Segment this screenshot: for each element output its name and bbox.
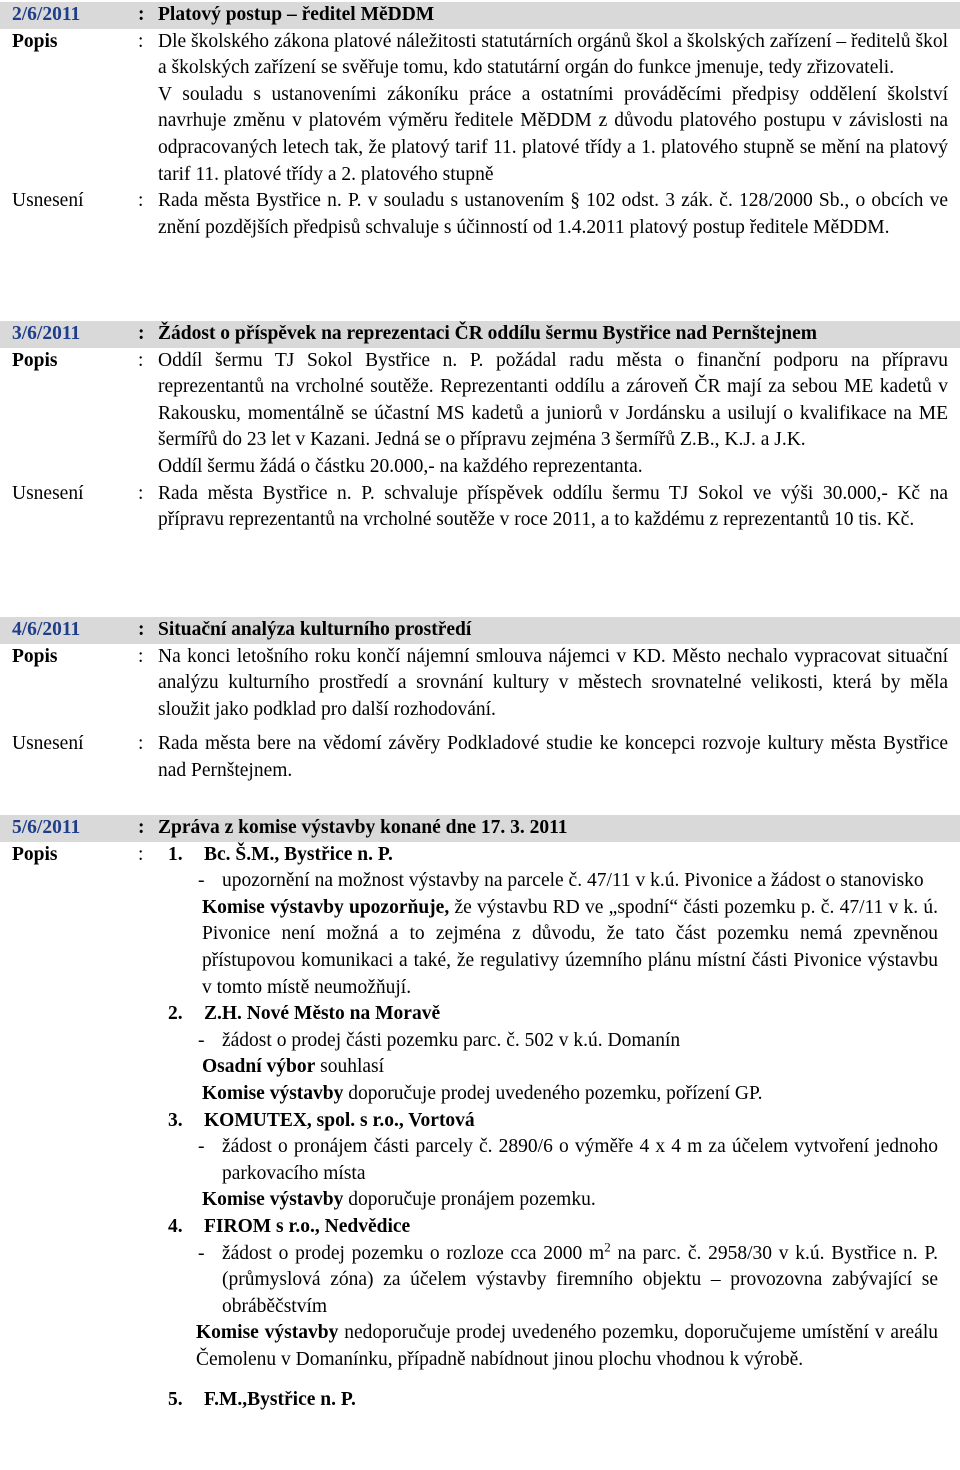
committee-bold: Komise výstavby bbox=[196, 1322, 339, 1344]
request-text: žádost o prodej části pozemku parc. č. 502 v k.ú. Domanín bbox=[222, 1029, 681, 1051]
request-text: upozornění na možnost výstavby na parcele č. 47/11 v k.ú. Pivonice a žádost o stanovisko bbox=[222, 870, 924, 892]
popis-paragraph: Oddíl šermu TJ Sokol Bystřice n. P. požádal radu města o finanční podporu na přípravu reprezentantů na vrcholné soutěže. Reprezentanti oddílu a zároveň ČR mají za sebou ME kadetů v Rakousku, momentálně se účastní MS kadetů a juniorů v Jordánsku a usilují o kvalifikace na ME šermířů do 23 let v Kazani. Jedná se o přípravu zejména 3 šermířů Z.B., K.J. a J.K. bbox=[158, 349, 948, 451]
colon: : bbox=[138, 190, 144, 212]
popis-paragraph: V souladu s ustanoveními zákoníku práce a ostatními prováděcími předpisy oddělení školství navrhuje změnu v platovém výměru ředitele MěDDM z důvodu platového postupu v závislosti na odpracovaných letech tak, že platový tarif 11. platové třídy a 1. platového stupně se mění na platový tarif 11. platové třídy a 2. platového stupně bbox=[158, 83, 948, 185]
section-2-6-2011 bbox=[0, 2, 960, 241]
section-title: Situační analýza kulturního prostředí bbox=[158, 619, 472, 640]
committee-statement bbox=[168, 1081, 938, 1108]
section-header bbox=[0, 815, 960, 842]
list-item bbox=[168, 1387, 938, 1414]
usneseni-label: Usnesení bbox=[12, 190, 84, 212]
section-id: 2/6/2011 bbox=[12, 4, 81, 25]
usneseni-text: Rada města bere na vědomí závěry Podkladové studie ke koncepci rozvoje kultury města Bystřice nad Pernštejnem. bbox=[158, 733, 948, 781]
list-item-name: F.M.,Bystřice n. P. bbox=[204, 1389, 356, 1411]
section-id: 4/6/2011 bbox=[12, 619, 81, 640]
section-3-6-2011 bbox=[0, 321, 960, 534]
list-item-heading bbox=[168, 842, 938, 869]
colon: : bbox=[138, 645, 144, 667]
section-title: Platový postup – ředitel MěDDM bbox=[158, 4, 435, 25]
popis-label: Popis bbox=[12, 645, 58, 667]
committee-text: že výstavbu RD ve „spodní“ části pozemku p. č. 47/11 v k. ú. Pivonice není možná a to zejména z důvodu, že tato část pozemku nemá zpevněnou přístupovou komunikaci a také, že regulativy územního plánu místní části Pivonice výstavbu v tomto místě neumožňují. bbox=[202, 896, 939, 998]
section-header bbox=[0, 2, 960, 29]
list-item-number: 1. bbox=[168, 843, 183, 865]
list-item-name: Z.H. Nové Město na Moravě bbox=[204, 1003, 441, 1025]
list-item-name: FIROM s r.o., Nedvědice bbox=[204, 1215, 411, 1237]
dash: - bbox=[198, 870, 205, 892]
colon: : bbox=[138, 843, 144, 865]
committee-text: doporučuje pronájem pozemku. bbox=[343, 1189, 596, 1211]
osadni-bold: Osadní výbor bbox=[202, 1056, 316, 1078]
committee-statement bbox=[168, 1187, 938, 1214]
list-item-request bbox=[168, 1241, 938, 1321]
list-item-number: 2. bbox=[168, 1003, 183, 1025]
list-item-name: KOMUTEX, spol. s r.o., Vortová bbox=[204, 1109, 475, 1131]
section-4-6-2011 bbox=[0, 617, 960, 785]
usneseni-text: Rada města Bystřice n. P. v souladu s ustanovením § 102 odst. 3 zák. č. 128/2000 Sb., o obcích ve znění pozdějších předpisů schvaluje s účinností od 1.4.2011 platový postup ředitele MěDDM. bbox=[158, 190, 948, 238]
request-text: žádost o pronájem části parcely č. 2890/6 o výměře 4 x 4 m za účelem vytvoření jednoho parkovacího místa bbox=[222, 1136, 938, 1184]
list-item bbox=[168, 1001, 938, 1107]
osadni-vybor-statement bbox=[168, 1054, 938, 1081]
dash: - bbox=[198, 1029, 205, 1051]
colon: : bbox=[138, 30, 144, 52]
list-item-heading bbox=[168, 1001, 938, 1028]
colon: : bbox=[138, 817, 145, 838]
colon: : bbox=[138, 619, 145, 640]
popis-text bbox=[158, 29, 948, 189]
committee-statement bbox=[168, 1320, 938, 1373]
list-item-request bbox=[168, 1028, 938, 1055]
colon: : bbox=[138, 323, 145, 344]
usneseni-row bbox=[0, 731, 960, 784]
list-item-heading bbox=[168, 1387, 938, 1414]
list-item-number: 5. bbox=[168, 1389, 183, 1411]
popis-text bbox=[158, 348, 948, 481]
list-item-heading bbox=[168, 1214, 938, 1241]
request-text-b: na parc. č. 2958/30 v k.ú. Bystřice n. P. (průmyslová zóna) za účelem výstavby firemního objektu – provozovna zabývající se obráběčstvím bbox=[222, 1242, 938, 1317]
popis-text bbox=[158, 842, 938, 1414]
list-item bbox=[168, 1108, 938, 1214]
colon: : bbox=[138, 482, 144, 504]
popis-row bbox=[0, 348, 960, 481]
dash: - bbox=[198, 1136, 205, 1158]
popis-paragraph: Dle školského zákona platové náležitosti statutárních orgánů škol a školských zařízení – ředitelů škol a školských zařízení se svěřuje tomu, kdo statutární orgán do funkce jmenuje, tedy zřizovateli. bbox=[158, 30, 948, 79]
section-id: 3/6/2011 bbox=[12, 323, 81, 344]
popis-row bbox=[0, 644, 960, 724]
section-header bbox=[0, 617, 960, 644]
list-item-number: 4. bbox=[168, 1215, 183, 1237]
list-item-number: 3. bbox=[168, 1109, 183, 1131]
usneseni-text: Rada města Bystřice n. P. schvaluje příspěvek oddílu šermu TJ Sokol ve výši 30.000,- Kč na přípravu reprezentantů na vrcholné soutěže v roce 2011, a to každému z reprezentantů 10 tis. Kč. bbox=[158, 482, 948, 531]
list-item bbox=[168, 1214, 938, 1374]
popis-row bbox=[0, 29, 960, 189]
popis-label: Popis bbox=[12, 843, 58, 865]
committee-statement bbox=[168, 895, 938, 1001]
list-item bbox=[168, 842, 938, 1002]
colon: : bbox=[138, 733, 144, 755]
committee-text: doporučuje prodej uvedeného pozemku, pořízení GP. bbox=[343, 1082, 763, 1104]
usneseni-row bbox=[0, 481, 960, 534]
popis-row bbox=[0, 842, 960, 1414]
popis-label: Popis bbox=[12, 30, 58, 52]
request-text-a: žádost o prodej pozemku o rozloze cca 2000 m bbox=[222, 1242, 605, 1264]
popis-paragraph: Oddíl šermu žádá o částku 20.000,- na každého reprezentanta. bbox=[158, 455, 643, 477]
popis-text: Na konci letošního roku končí nájemní smlouva nájemci v KD. Město nechalo vypracovat situační analýzu kulturního prostředí a srovnání kultury v městech srovnatelné velikosti, která by měla sloužit jako podklad pro další rozhodování. bbox=[158, 645, 948, 720]
section-header bbox=[0, 321, 960, 348]
usneseni-label: Usnesení bbox=[12, 733, 84, 755]
list-item-heading bbox=[168, 1108, 938, 1135]
section-id: 5/6/2011 bbox=[12, 817, 81, 838]
committee-bold: Komise výstavby bbox=[202, 1189, 344, 1211]
popis-label: Popis bbox=[12, 349, 58, 371]
osadni-text: souhlasí bbox=[315, 1056, 385, 1078]
list-item-request bbox=[168, 1134, 938, 1187]
usneseni-label: Usnesení bbox=[12, 482, 84, 504]
request-text bbox=[222, 1241, 938, 1321]
list-item-name: Bc. Š.M., Bystřice n. P. bbox=[204, 843, 393, 865]
section-title: Zpráva z komise výstavby konané dne 17. 3. 2011 bbox=[158, 817, 568, 838]
colon: : bbox=[138, 4, 145, 25]
list-item-request bbox=[168, 868, 938, 895]
section-title: Žádost o příspěvek na reprezentaci ČR oddílu šermu Bystřice nad Pernštejnem bbox=[158, 323, 817, 344]
colon: : bbox=[138, 349, 144, 371]
committee-text: nedoporučuje prodej uvedeného pozemku, doporučujeme umístění v areálu Čemolenu v Domanínku, případně nabídnout jinou plochu vhodnou k výrobě. bbox=[196, 1322, 938, 1370]
dash: - bbox=[198, 1242, 205, 1264]
committee-bold: Komise výstavby upozorňuje, bbox=[202, 896, 450, 918]
committee-bold: Komise výstavby bbox=[202, 1082, 344, 1104]
section-5-6-2011 bbox=[0, 815, 960, 1414]
usneseni-row bbox=[0, 188, 960, 241]
superscript: 2 bbox=[604, 1239, 611, 1254]
